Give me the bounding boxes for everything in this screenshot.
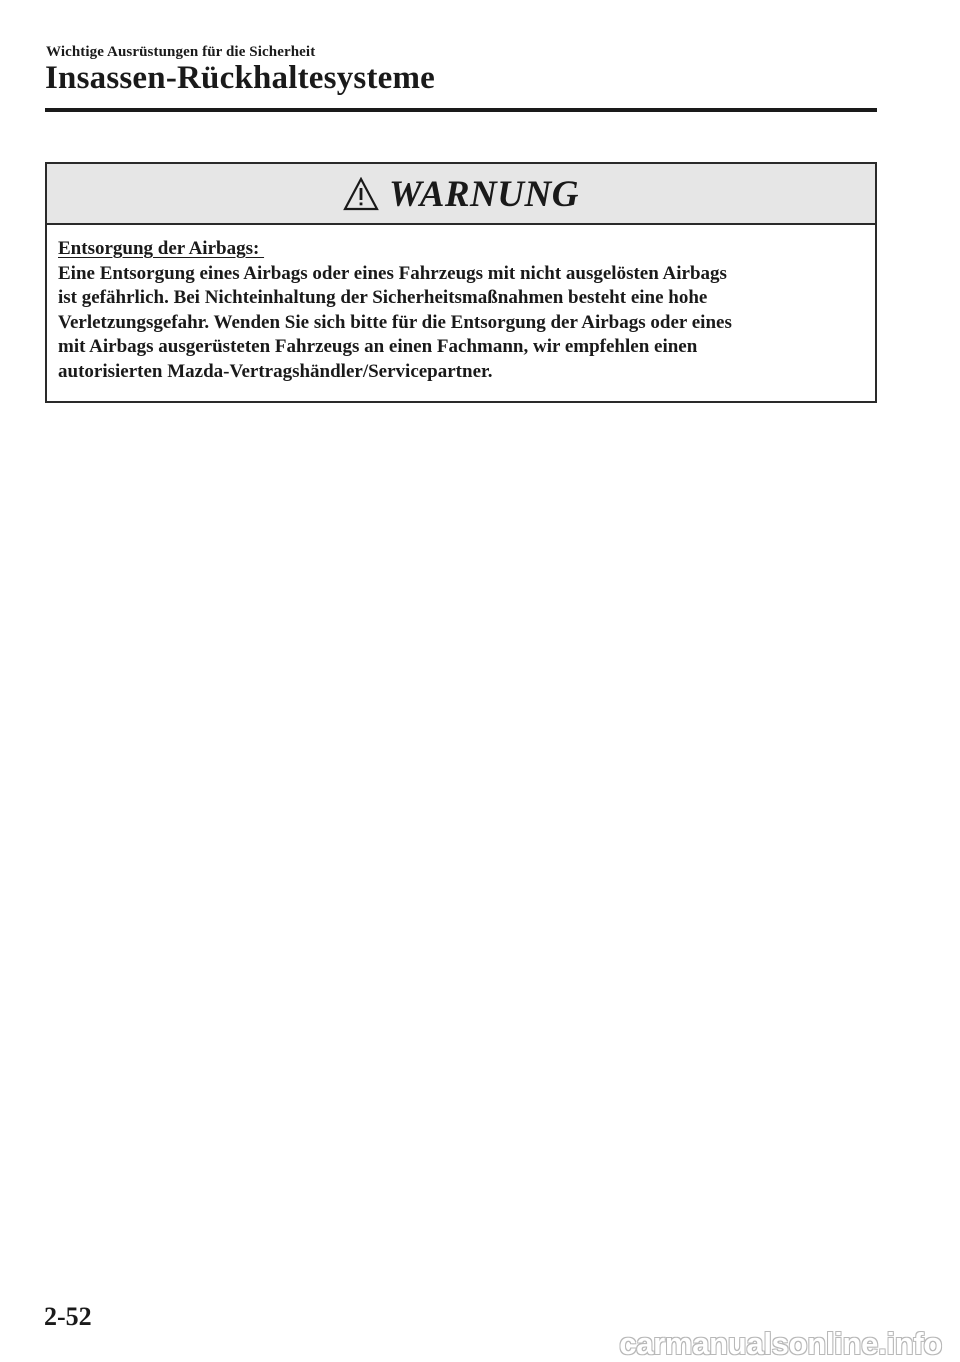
section-label: Wichtige Ausrüstungen für die Sicherheit	[46, 44, 316, 60]
warning-line: autorisierten Mazda-Vertragshändler/Servicepartner.	[58, 360, 493, 382]
warning-box	[45, 162, 877, 403]
warning-header	[47, 164, 875, 225]
watermark: carmanualsonline.info	[619, 1326, 942, 1361]
warning-triangle-icon	[343, 177, 379, 211]
page-title: Insassen-Rückhaltesysteme	[45, 60, 436, 96]
warning-line: Eine Entsorgung eines Airbags oder eines Fahrzeugs mit nicht ausgelösten Airbags	[58, 262, 727, 284]
warning-line: Verletzungsgefahr. Wenden Sie sich bitte für die Entsorgung der Airbags oder eines	[58, 311, 732, 333]
page-number: 2-52	[44, 1302, 92, 1331]
title-rule	[45, 108, 877, 112]
warning-line: ist gefährlich. Bei Nichteinhaltung der Sicherheitsmaßnahmen besteht eine hohe	[58, 287, 708, 308]
warning-subtitle: Entsorgung der Airbags:	[58, 238, 265, 259]
warning-title: WARNUNG	[389, 174, 579, 215]
warning-body	[47, 225, 875, 384]
warning-line: mit Airbags ausgerüsteten Fahrzeugs an einen Fachmann, wir empfehlen einen	[58, 336, 698, 357]
